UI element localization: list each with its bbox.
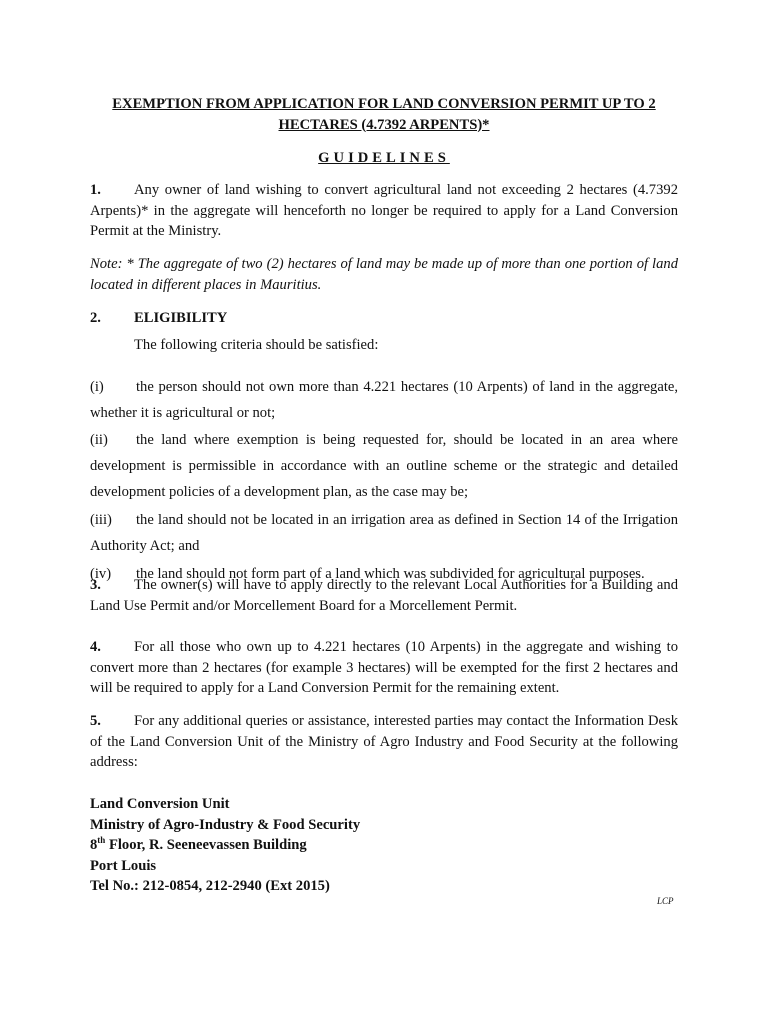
address-unit: Land Conversion Unit [90,796,230,812]
criterion-i [90,374,678,426]
address-telephone: Tel No.: 212-0854, 212-2940 (Ext 2015) [90,878,330,894]
criterion-iii-label: (iii) [90,511,112,528]
paragraph-4-text: For all those who own up to 4.221 hectares (10 Arpents) in the aggregate and wishing to convert more than 2 hectares (for example 3 hectares) will be exempted for the first 2 hectares and will be required to apply for a Land Conversion Permit for the remaining extent. [90,639,678,696]
criterion-ii [90,427,678,505]
paragraph-3 [90,575,678,616]
paragraph-4 [90,637,678,699]
criterion-iii-text: the land should not be located in an irrigation area as defined in Section 14 of the Irrigation Authority Act; and [90,511,678,554]
address-floor-suffix: th [97,835,106,846]
paragraph-1-text: Any owner of land wishing to convert agricultural land not exceeding 2 hectares (4.7392 Arpents)* in the aggregate will henceforth no longer be required to apply for a Land Conversion Permit at the Ministry. [90,182,678,239]
contact-address [90,794,360,897]
address-building [90,835,360,856]
criterion-ii-text: the land where exemption is being requested for, should be located in an area where development is permissible in accordance with an outline scheme or the strategic and detailed development policies of a development plan, as the case may be; [90,431,678,500]
criterion-i-label: (i) [90,378,104,395]
address-ministry: Ministry of Agro-Industry & Food Security [90,816,361,833]
criterion-ii-label: (ii) [90,431,108,448]
paragraph-3-number: 3. [90,577,101,593]
guidelines-heading: GUIDELINES [318,150,450,166]
paragraph-4-number: 4. [90,639,101,655]
aggregate-note: Note: * The aggregate of two (2) hectares of land may be made up of more than one portion of land located in different places in Mauritius. [90,256,678,293]
eligibility-intro: The following criteria should be satisfied: [134,337,379,353]
paragraph-3-text: The owner(s) will have to apply directly to the relevant Local Authorities for a Building and Land Use Permit and/or Morcellement Board for a Morcellement Permit. [90,577,678,614]
paragraph-5 [90,711,678,773]
eligibility-heading: ELIGIBILITY [134,310,228,326]
document-title: EXEMPTION FROM APPLICATION FOR LAND CONVERSION PERMIT UP TO 2 HECTARES (4.7392 ARPENTS)* [112,96,656,133]
address-building-name: Floor, R. Seeneevassen Building [105,837,307,853]
paragraph-5-text: For any additional queries or assistance, interested parties may contact the Information Desk of the Land Conversion Unit of the Ministry of Agro Industry and Food Security at the following address: [90,713,678,770]
criterion-iii [90,507,678,559]
paragraph-1 [90,180,678,242]
address-city: Port Louis [90,857,157,874]
paragraph-5-number: 5. [90,713,101,729]
address-floor-number: 8 [90,837,98,853]
criterion-iv-label: (iv) [90,565,112,582]
criterion-i-text: the person should not own more than 4.221 hectares (10 Arpents) of land in the aggregate, whether it is agricultural or not; [90,378,678,421]
footer-code: LCP [657,896,674,906]
criterion-iv-text: the land should not form part of a land which was subdivided for agricultural purposes. [136,565,645,582]
eligibility-number: 2. [90,310,101,326]
eligibility-heading-row [90,308,678,329]
paragraph-1-number: 1. [90,182,101,198]
